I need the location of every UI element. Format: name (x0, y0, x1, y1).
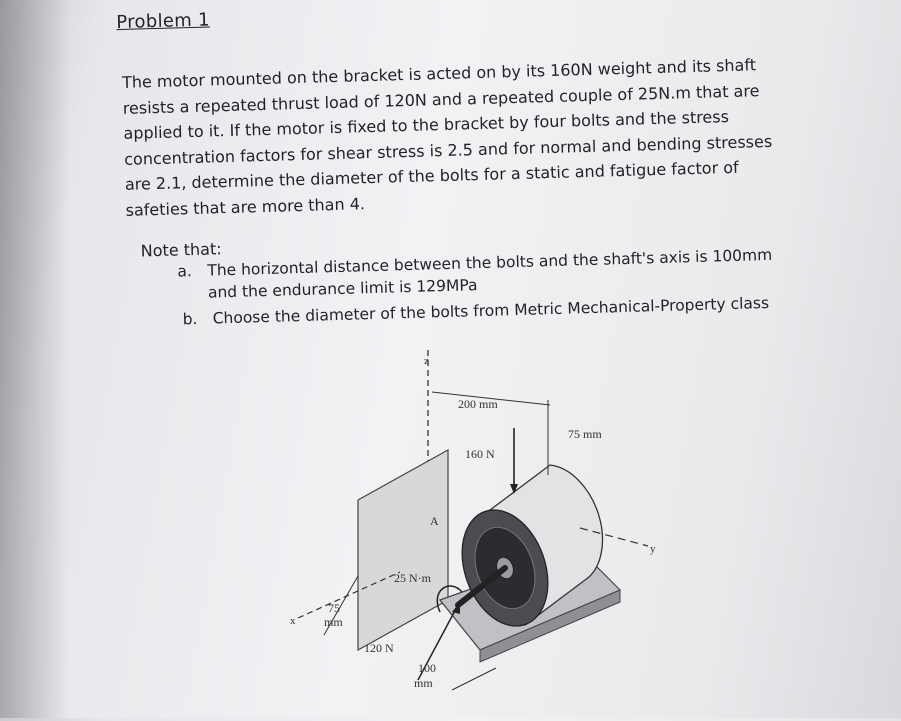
dim-75-top-label: 75 mm (568, 427, 602, 441)
force-120-label: 120 N (364, 641, 394, 655)
dim-100-value: 100 (418, 661, 436, 675)
dim-100-unit: mm (414, 676, 433, 690)
point-a-label: A (430, 514, 439, 528)
dim-75-left-value: 75 (328, 601, 340, 615)
dim-100-line (452, 668, 496, 690)
problem-statement: The motor mounted on the bracket is acted on by its 160N weight and its shaft resists a repeated thrust load of 120N and a repeated couple of 25N.m that are applied to it. If the motor is fixed to the bracket by four bolts and the stress concentration factors for shear stress is 2.5 and for normal and bending stresses are 2.1, determine the diameter of the bolts for a static and fatigue factor of safeties that are more than 4. (121, 55, 773, 220)
force-160-label: 160 N (465, 447, 495, 461)
x-axis-label: x (290, 615, 296, 627)
motor-bracket-figure (280, 350, 700, 718)
note-item-marker: b. (182, 309, 198, 329)
problem-title: Problem 1 (116, 9, 211, 34)
dim-75-left-unit: mm (324, 615, 343, 629)
note-label: Note that: (140, 239, 222, 261)
y-axis-label: y (650, 543, 656, 555)
note-item-text: Choose the diameter of the bolts from Metric Mechanical-Property class (212, 293, 770, 328)
note-item-marker: a. (177, 262, 193, 281)
bracket-plate (358, 450, 448, 650)
couple-25-label: 25 N·m (394, 571, 431, 585)
note-item-text: The horizontal distance between the bolts and the shaft's axis is 100mm and the endurance limit is 129MPa (207, 245, 773, 302)
z-axis-label: z (424, 355, 429, 367)
dim-200-label: 200 mm (458, 397, 498, 411)
